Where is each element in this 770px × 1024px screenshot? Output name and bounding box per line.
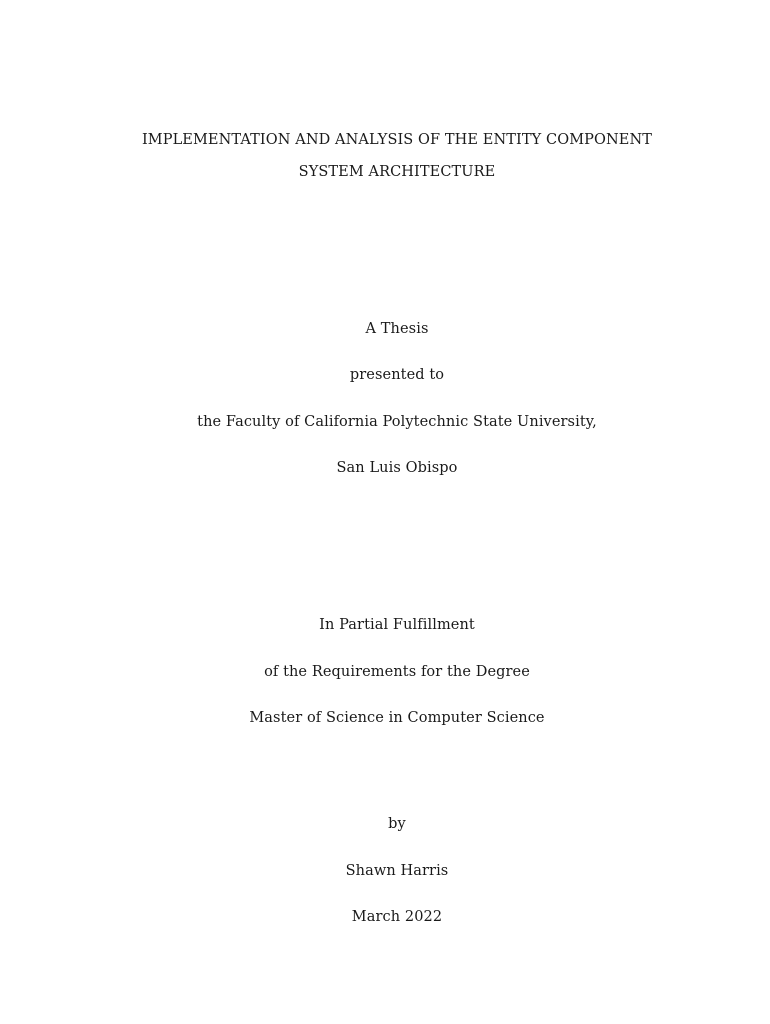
requirements-text: of the Requirements for the Degree [264,664,530,680]
location-text: San Luis Obispo [336,460,458,476]
presented-to-text: presented to [349,367,445,383]
partial-fulfillment-text: In Partial Fulfillment [319,617,475,633]
degree-text: Master of Science in Computer Science [249,710,545,726]
thesis-title-line-2: SYSTEM ARCHITECTURE [298,164,496,180]
document-type: A Thesis [365,321,429,337]
author-name: Shawn Harris [345,863,449,879]
by-text: by [388,816,406,832]
faculty-text: the Faculty of California Polytechnic State University, [197,414,597,430]
publication-date: March 2022 [351,909,443,925]
thesis-title-line-1: IMPLEMENTATION AND ANALYSIS OF THE ENTITY COMPONENT [141,132,653,148]
